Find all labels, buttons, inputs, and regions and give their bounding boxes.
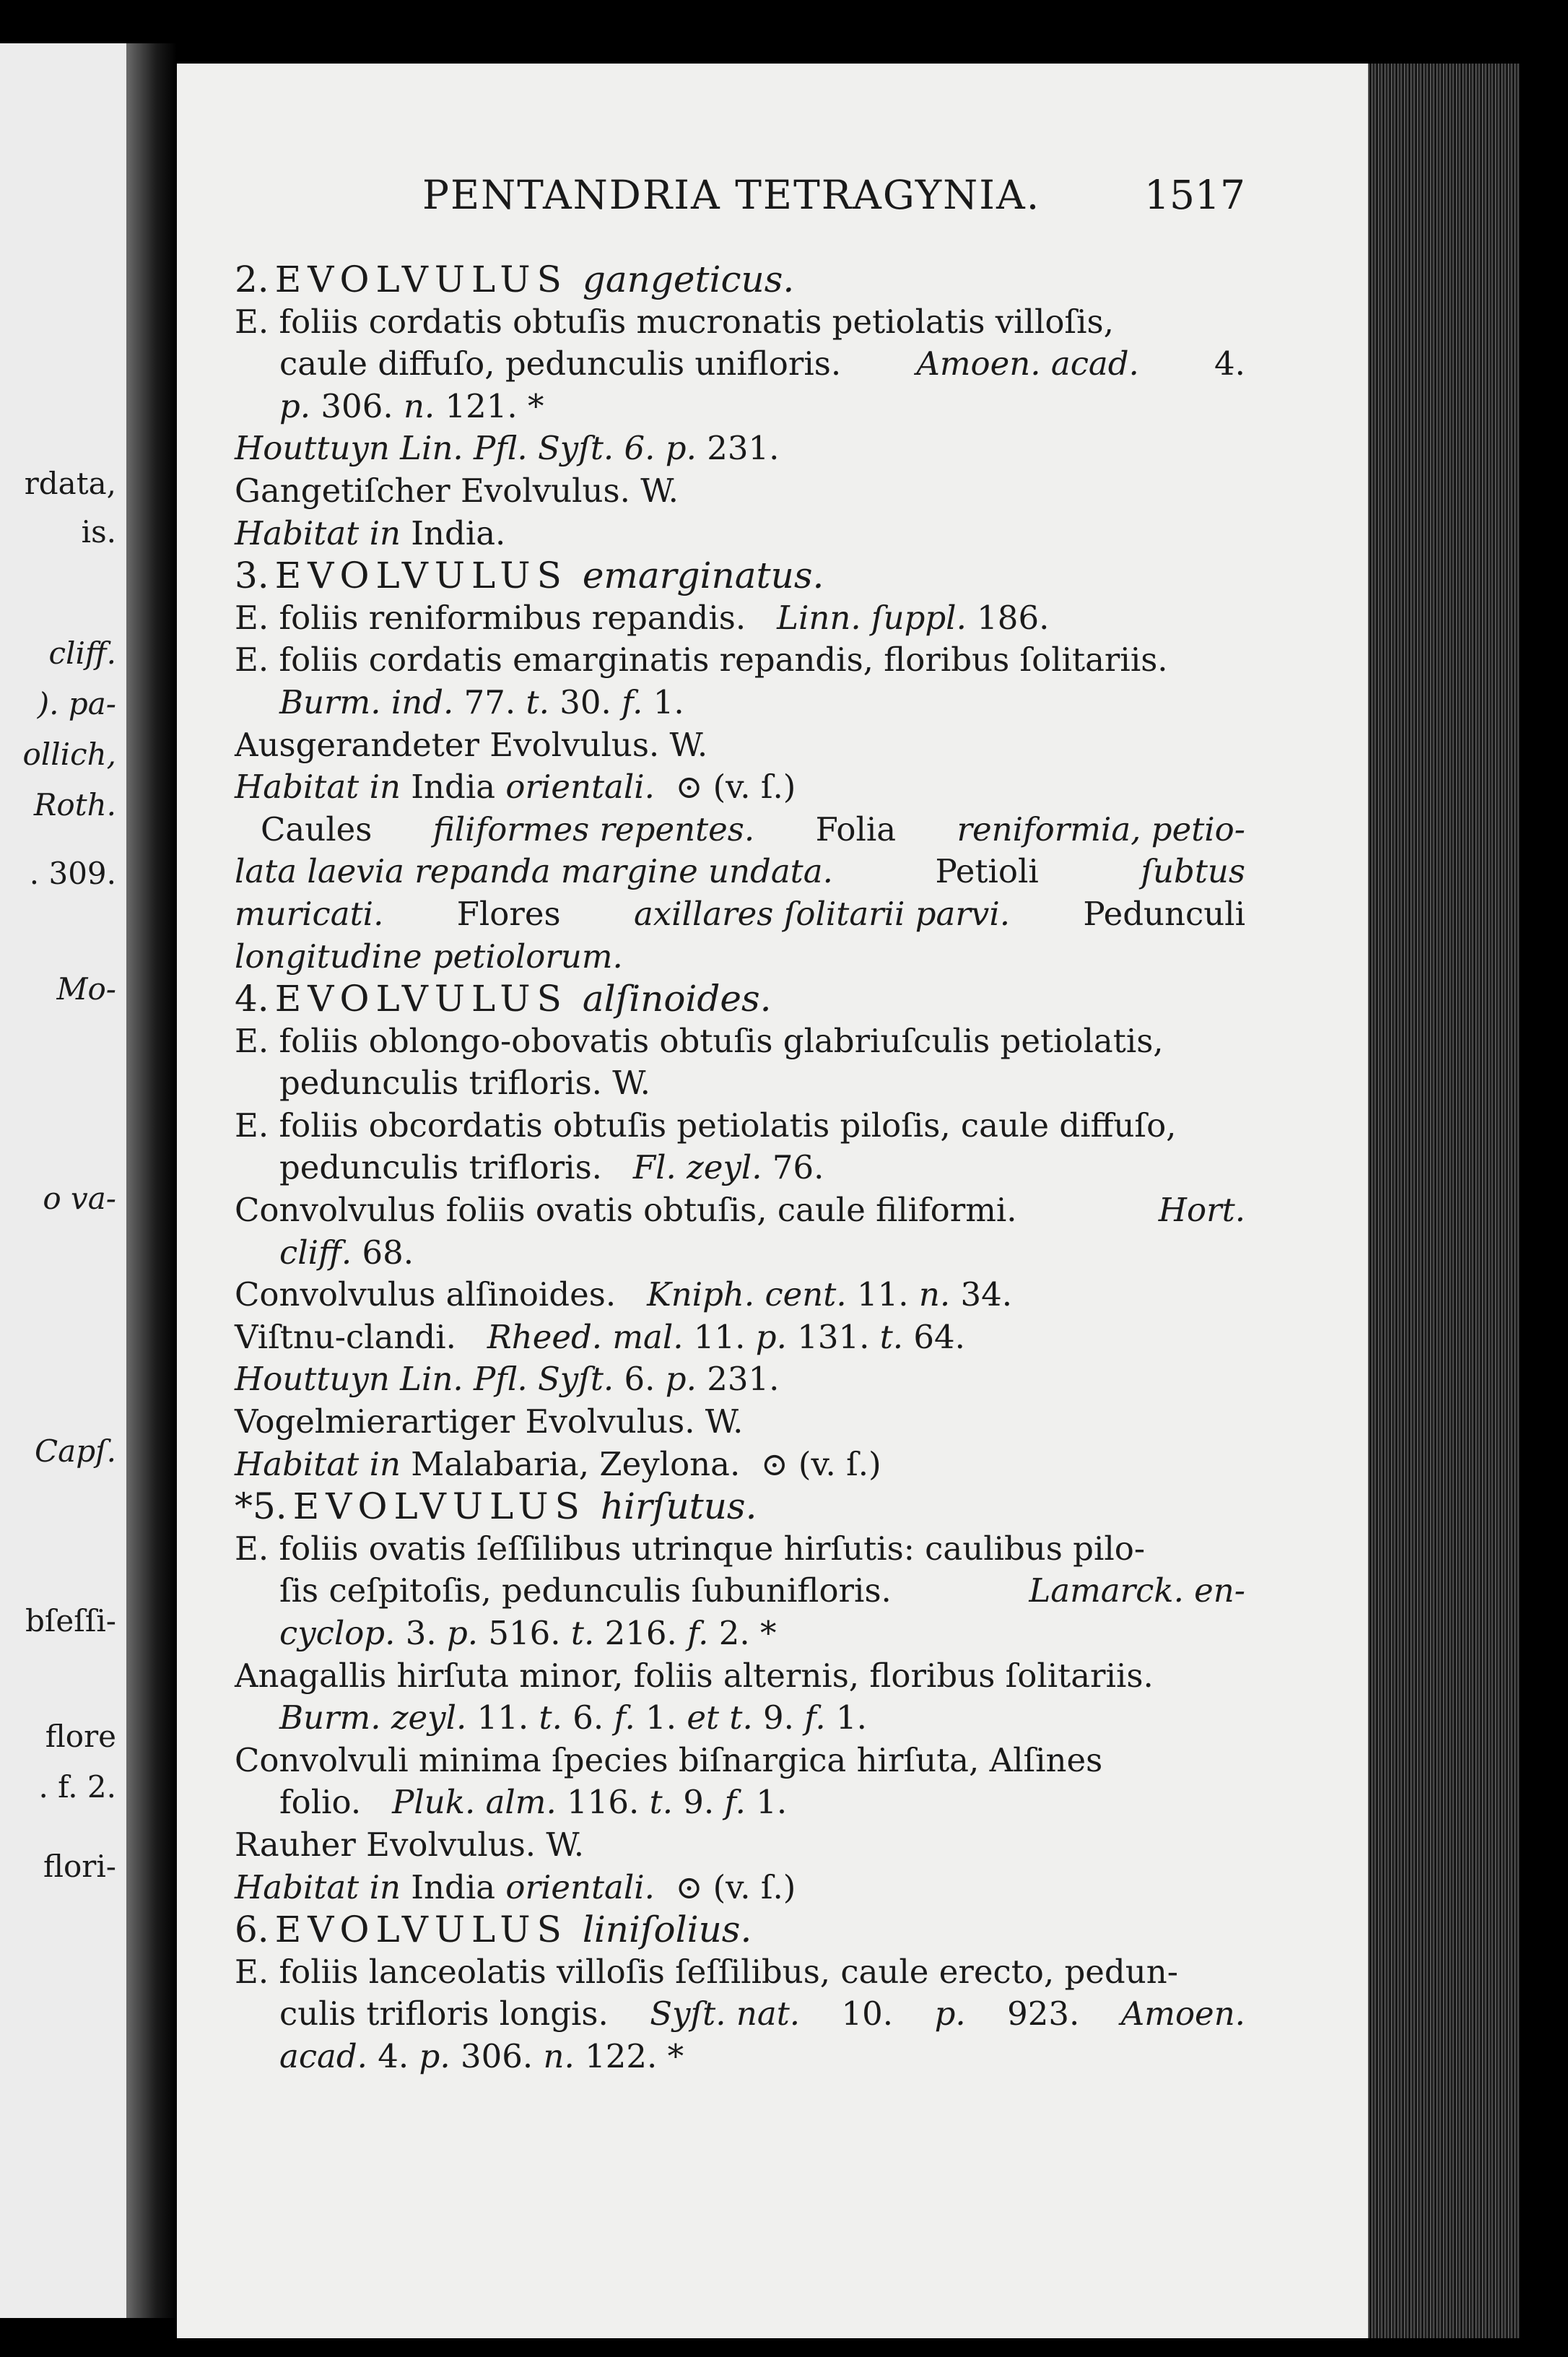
text-span: 11. (846, 1275, 919, 1314)
italic-text: p. (279, 386, 311, 425)
text-span: Petioli (935, 852, 1039, 891)
italic-text: cyclop. (279, 1614, 396, 1652)
italic-text: p. (419, 2036, 450, 2075)
italic-text: p. (934, 1994, 966, 2033)
species-heading (235, 1485, 1245, 1528)
italic-text: t. (539, 1698, 562, 1737)
text-span: 11. (466, 1698, 539, 1737)
text-span: 9. (673, 1783, 725, 1822)
left-page-text-fragment: Roth. (33, 787, 116, 822)
text-line (235, 1189, 1245, 1232)
text-line (235, 470, 1245, 513)
text-span: 77. (453, 682, 526, 721)
text-line (235, 1740, 1245, 1782)
running-title: PENTANDRIA TETRAGYNIA. (422, 172, 1041, 218)
text-span: 11. (683, 1317, 756, 1356)
italic-text: f. (804, 1698, 826, 1737)
italic-text: muricati. (235, 894, 384, 933)
text-span: 1. (745, 1783, 788, 1822)
italic-text: cliff. (279, 1233, 352, 1272)
species-epithet: hirſutus. (600, 1485, 757, 1528)
species-number: 6. (235, 1909, 269, 1951)
text-span: 2. * (708, 1614, 777, 1652)
italic-text: Amoen. acad. (916, 344, 1139, 383)
left-page-text-fragment: o va- (43, 1181, 116, 1216)
left-page-text-fragment: . f. 2. (38, 1769, 116, 1805)
text-span: 216. (594, 1614, 688, 1652)
left-page-text-fragment: rdata, (24, 466, 116, 501)
text-line (235, 1570, 1245, 1612)
text-span: E. foliis cordatis emarginatis repandis, floribus ſolitariis. (235, 641, 1168, 680)
italic-text: filiformes repentes. (432, 809, 755, 848)
italic-text: n. (543, 2036, 575, 2075)
text-line (235, 936, 1245, 978)
species-epithet: liniſolius. (582, 1909, 752, 1951)
text-span: Pedunculi (1083, 894, 1245, 933)
italic-text: Hort. (1158, 1191, 1245, 1230)
left-page-text-fragment: flori- (43, 1849, 116, 1884)
italic-text: Fl. zeyl. (632, 1148, 762, 1187)
italic-text: orientali. (505, 768, 655, 807)
text-span: 923. (1007, 1994, 1080, 2033)
page-number: 1517 (1144, 172, 1245, 218)
left-page-text-fragment: Mo- (56, 971, 116, 1007)
text-span: 4. (367, 2036, 419, 2075)
page-edges (1368, 64, 1520, 2338)
genus-name: EVOLVULUS (274, 555, 568, 597)
text-span: E. foliis oblongo-obovatis obtuſis glabriuſculis petiolatis, (235, 1021, 1164, 1060)
italic-text: Burm. zeyl. (279, 1698, 467, 1737)
text-span: 76. (762, 1148, 824, 1187)
text-span: Gangetiſcher Evolvulus. W. (235, 471, 679, 510)
genus-name: EVOLVULUS (274, 259, 568, 300)
text-line (235, 1232, 1245, 1275)
text-line (235, 301, 1245, 344)
species-number: 2. (235, 259, 269, 300)
text-span: E. foliis lanceolatis villoſis ſeſſilibus, caule erecto, pedun- (235, 1952, 1178, 1991)
italic-text: Pluk. alm. (392, 1783, 557, 1822)
italic-text: Amoen. (1120, 1994, 1245, 2033)
text-span: 186. (966, 598, 1050, 637)
italic-text: Linn. ſuppl. (777, 598, 967, 637)
italic-text: orientali. (505, 1867, 655, 1906)
text-span: ſis ceſpitoſis, pedunculis ſubunifloris. (279, 1571, 892, 1610)
species-heading (235, 555, 1245, 597)
text-line (235, 1781, 1245, 1824)
text-span: Anagallis hirſuta minor, foliis alternis, floribus ſolitariis. (235, 1656, 1154, 1695)
text-span: culis trifloris longis. (279, 1994, 609, 2033)
italic-text: f. (622, 682, 643, 721)
text-line (235, 639, 1245, 682)
text-span: caule diffuſo, pedunculis unifloris. (279, 344, 842, 383)
text-span: 1. (825, 1698, 867, 1737)
genus-name: EVOLVULUS (274, 1909, 568, 1951)
left-page-text-fragment: is. (81, 514, 116, 550)
text-span: 306. (450, 2036, 544, 2075)
species-epithet: emarginatus. (582, 555, 824, 597)
left-page-text-fragment: Capſ. (35, 1433, 116, 1469)
text-line (235, 1316, 1245, 1359)
text-line (235, 893, 1245, 936)
text-span: Convolvulus foliis ovatis obtuſis, caule filiformi. (235, 1191, 1017, 1230)
text-span: 10. (841, 1994, 894, 2033)
text-line (235, 724, 1245, 767)
text-span: Ausgerandeter Evolvulus. W. (235, 725, 708, 764)
text-line (235, 343, 1245, 386)
text-span: Flores (456, 894, 561, 933)
italic-text: et t. (687, 1698, 753, 1737)
italic-text: Houttuyn Lin. Pfl. Syſt. 6. p. (235, 429, 697, 468)
text-span: 9. (752, 1698, 805, 1737)
italic-text: t. (526, 682, 549, 721)
left-page-text-fragment: ollich, (22, 737, 116, 772)
text-span: India. (400, 513, 506, 552)
text-span: 1. (635, 1698, 687, 1737)
text-line (235, 1274, 1245, 1316)
text-span: folio. (279, 1783, 393, 1822)
species-heading (235, 1909, 1245, 1951)
text-span: Vogelmierartiger Evolvulus. W. (235, 1402, 744, 1441)
species-heading (235, 259, 1245, 301)
text-span: 231. (696, 429, 780, 468)
italic-text: p. (665, 1360, 697, 1399)
species-number: 4. (235, 978, 269, 1020)
text-span: India (400, 1867, 506, 1906)
italic-text: Habitat in (235, 1867, 401, 1906)
genus-name: EVOLVULUS (292, 1485, 586, 1528)
text-line (235, 513, 1245, 555)
italic-text: p. (446, 1614, 479, 1652)
italic-text: Burm. ind. (279, 682, 454, 721)
text-span: 34. (950, 1275, 1013, 1314)
text-span: 3. (395, 1614, 447, 1652)
italic-text: t. (879, 1317, 904, 1356)
text-line (235, 1993, 1245, 2036)
left-page-text-fragment: . 309. (29, 856, 116, 891)
text-line (235, 1147, 1245, 1189)
italic-text: longitudine petiolorum. (235, 937, 623, 976)
italic-text: Habitat in (235, 1444, 401, 1483)
italic-text: t. (570, 1614, 595, 1652)
text-span: India (400, 768, 506, 807)
text-line (235, 2036, 1245, 2078)
text-line (235, 1358, 1245, 1401)
italic-text: Habitat in (235, 768, 401, 807)
italic-text: n. (403, 386, 435, 425)
text-span: 4. (1214, 344, 1245, 383)
book-gutter (126, 43, 177, 2318)
text-span: ⊙ (v. ſ.) (654, 1867, 796, 1906)
text-line (235, 1612, 1245, 1655)
species-epithet: alſinoides. (582, 978, 772, 1020)
italic-text: Rheed. mal. (487, 1317, 684, 1356)
italic-text: Houttuyn Lin. Pfl. Syſt. (235, 1360, 614, 1399)
text-line (235, 1020, 1245, 1063)
text-span: 121. * (435, 386, 544, 425)
text-span: 131. (786, 1317, 880, 1356)
italic-text: lata laevia repanda margine undata. (235, 852, 833, 891)
text-line (235, 1062, 1245, 1105)
text-line (235, 1401, 1245, 1444)
left-page-text-fragment: ). pa- (37, 686, 116, 721)
text-line (235, 597, 1245, 640)
left-page-text-fragment: bſeſſi- (25, 1603, 116, 1638)
text-span: 306. (310, 386, 404, 425)
text-line (235, 1444, 1245, 1486)
italic-text: n. (918, 1275, 951, 1314)
text-line (235, 1951, 1245, 1994)
text-span: Viſtnu-clandi. (235, 1317, 487, 1356)
italic-text: Lamarck. en- (1029, 1571, 1245, 1610)
text-line (235, 386, 1245, 428)
text-span: Caules (261, 809, 373, 848)
left-page-text-fragment: cliff. (48, 635, 116, 671)
text-line (235, 809, 1245, 851)
text-span: 30. (549, 682, 622, 721)
text-span: 1. (643, 682, 684, 721)
text-span: 68. (352, 1233, 414, 1272)
text-span: Folia (815, 809, 897, 848)
italic-text: Syſt. nat. (650, 1994, 801, 2033)
species-epithet: gangeticus. (582, 259, 795, 300)
species-number: 3. (235, 555, 269, 597)
text-span: Convolvuli minima ſpecies biſnargica hirſuta, Alſines (235, 1740, 1103, 1779)
italic-text: acad. (279, 2036, 367, 2075)
text-line (235, 682, 1245, 724)
text-span: Rauher Evolvulus. W. (235, 1825, 585, 1864)
italic-text: Kniph. cent. (647, 1275, 847, 1314)
text-span: 64. (903, 1317, 965, 1356)
text-line (235, 1867, 1245, 1909)
text-span: 116. (556, 1783, 650, 1822)
italic-text: axillares ſolitarii parvi. (633, 894, 1011, 933)
text-span: pedunculis trifloris. W. (279, 1064, 650, 1103)
text-line (235, 1824, 1245, 1867)
genus-name: EVOLVULUS (274, 978, 568, 1020)
text-span: Convolvulus alſinoides. (235, 1275, 648, 1314)
text-span: ⊙ (v. ſ.) (654, 768, 796, 807)
italic-text: t. (649, 1783, 673, 1822)
text-span: 6. (614, 1360, 666, 1399)
italic-text: Habitat in (235, 513, 401, 552)
left-page-text-fragment: flore (45, 1719, 116, 1754)
page-body (235, 259, 1245, 2078)
text-line (235, 1655, 1245, 1698)
text-span: E. foliis ovatis ſeſſilibus utrinque hirſutis: caulibus pilo- (235, 1529, 1146, 1568)
page-header (249, 172, 1245, 237)
text-span: Malabaria, Zeylona. ⊙ (v. ſ.) (400, 1444, 881, 1483)
italic-text: f. (687, 1614, 709, 1652)
text-line (235, 1528, 1245, 1571)
species-number: *5. (235, 1485, 287, 1528)
italic-text: f. (614, 1698, 635, 1737)
italic-text: reniformia, petio- (957, 809, 1245, 848)
text-span: 516. (478, 1614, 571, 1652)
left-page-fragment (0, 43, 126, 2318)
text-span: pedunculis trifloris. (279, 1148, 633, 1187)
text-line (235, 851, 1245, 893)
italic-text: p. (755, 1317, 787, 1356)
text-line (235, 427, 1245, 470)
text-span: E. foliis cordatis obtuſis mucronatis petiolatis villoſis, (235, 302, 1114, 341)
italic-text: ſubtus (1141, 852, 1245, 891)
italic-text: f. (724, 1783, 746, 1822)
text-span: E. foliis reniformibus repandis. (235, 598, 778, 637)
text-span: E. foliis obcordatis obtuſis petiolatis piloſis, caule diffuſo, (235, 1106, 1177, 1145)
text-line (235, 1697, 1245, 1740)
text-span: 6. (562, 1698, 614, 1737)
text-span: 122. * (574, 2036, 684, 2075)
text-span: 231. (696, 1360, 780, 1399)
text-line (235, 1105, 1245, 1147)
text-line (235, 766, 1245, 809)
species-heading (235, 978, 1245, 1020)
